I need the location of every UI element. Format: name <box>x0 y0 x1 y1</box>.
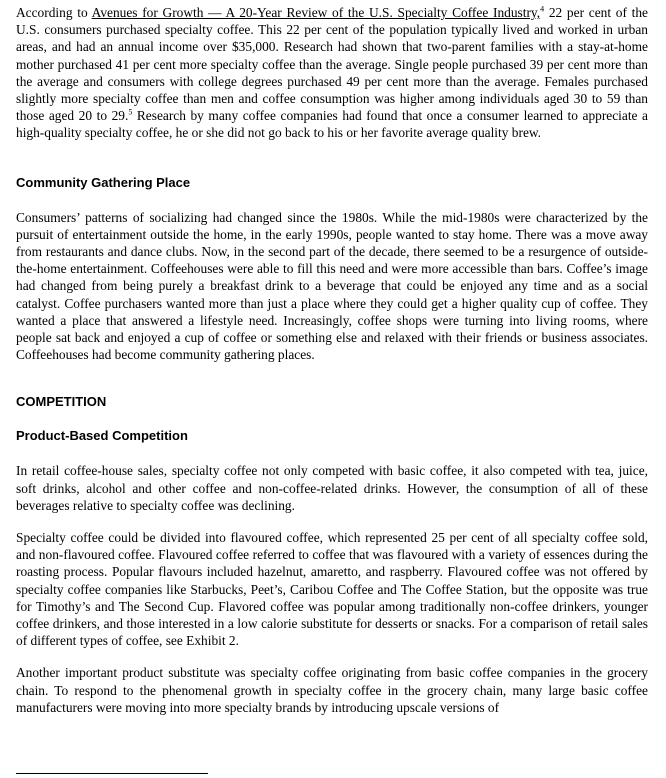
paragraph-body: 22 per cent of the U.S. consumers purchased specialty coffee. This 22 per cent of the population typically lived and worked in urban areas, and had an annual income over $35,000. Research had shown that two-parent families with a stay-at-home mother purchased 41 per cent more specialty coffee than the average. Single people purchased 39 per cent more than the average and consumers with college degrees purchased 49 per cent more than the average. Females purchased slightly more specialty coffee than men and coffee consumption was higher among individuals aged 30 to 59 than those aged 20 to 29. <box>16 5 649 124</box>
footnote-ref-5: 5 <box>128 107 133 117</box>
paragraph-flavoured-coffee: Specialty coffee could be divided into flavoured coffee, which represented 25 per cent of all specialty coffee sold, and non-flavoured coffee. Flavoured coffee referred to coffee that was flavoured with a variety of essences during the roasting process. Popular flavours included hazelnut, amaretto, and raspberry. Flavoured coffee was not offered by specialty coffee companies like Starbucks, Peet’s, Caribou Coffee and The Coffee Station, but the opposite was true for Timothy’s and The Second Cup. Flavored coffee was popular among traditionally non-coffee drinkers, younger coffee drinkers, and those interested in a low calorie substitute for desserts or snacks. For a comparison of retail sales of different types of coffee, see Exhibit 2. <box>16 530 648 649</box>
heading-community-gathering-place: Community Gathering Place <box>16 174 191 190</box>
paragraph-demographics <box>16 4 648 142</box>
heading-product-based-competition: Product-Based Competition <box>16 428 188 444</box>
paragraph-community: Consumers’ patterns of socializing had changed since the 1980s. While the mid-1980s were characterized by the pursuit of entertainment outside the home, in the early 1990s, people wanted to stay home. There was a move away from restaurants and dance clubs. Now, in the second part of the decade, there seemed to be a resurgence of outside-the-home entertainment. Coffeehouses were able to fill this need and were more accessible than bars. Coffee’s image had changed from being purely a breakfast drink to a beverage that could be enjoyed any time and as a social catalyst. Coffee purchasers wanted more than just a place where they could get a higher quality cup of coffee. They wanted a place that answered a lifestyle need. Increasingly, coffee shops were turning into living rooms, where people sat back and enjoyed a cup of coffee or something else and relaxed with their friends or business associates. Coffeehouses had become community gathering places. <box>16 209 648 363</box>
footnote-separator <box>16 773 208 774</box>
paragraph-tail: Research by many coffee companies had found that once a consumer learned to appreciate a high-quality specialty coffee, he or she did not go back to his or her favorite average quality brew. <box>16 108 649 141</box>
paragraph-lead: According to <box>16 5 92 20</box>
source-title-link: Avenues for Growth — A 20-Year Review of the U.S. Specialty Coffee Industry, <box>91 5 541 20</box>
footnote-ref-4: 4 <box>540 4 545 14</box>
paragraph-retail-sales: In retail coffee-house sales, specialty coffee not only competed with basic coffee, it also competed with tea, juice, soft drinks, alcohol and other coffee and non-coffee-related drinks. However, the consumption of all of these beverages relative to specialty coffee was declining. <box>16 463 648 513</box>
document-page <box>16 4 648 716</box>
heading-competition: COMPETITION <box>16 394 107 410</box>
paragraph-substitutes: Another important product substitute was specialty coffee originating from basic coffee companies in the grocery chain. To respond to the phenomenal growth in specialty coffee in the grocery chain, many large basic coffee manufacturers were moving into more specialty brands by introducing upscale versions of <box>16 665 648 715</box>
